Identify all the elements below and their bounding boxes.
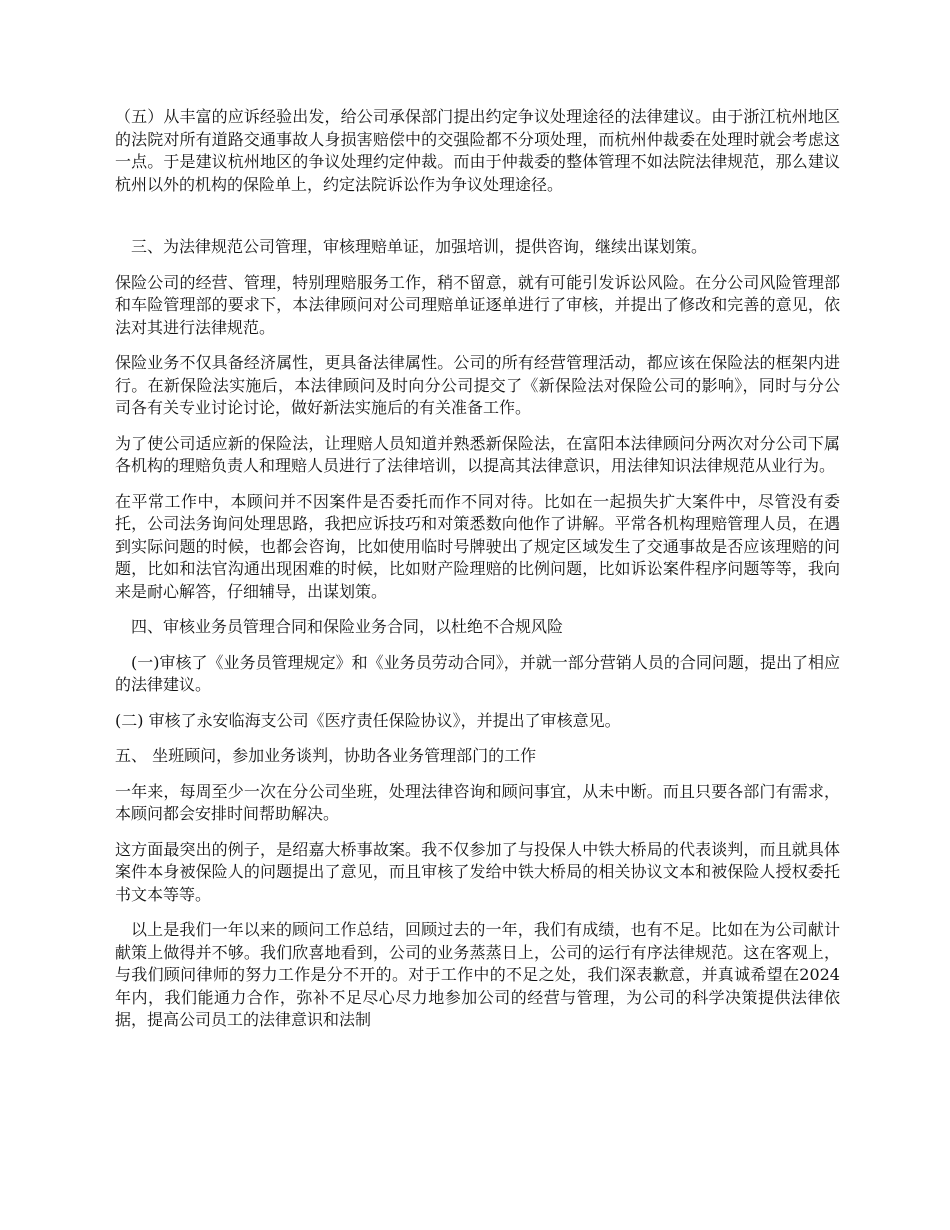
document-page <box>115 106 840 1045</box>
paragraph-dispute-resolution: （五）从丰富的应诉经验出发，给公司承保部门提出约定争议处理途径的法律建议。由于浙江杭州地区的法院对所有道路交通事故人身损害赔偿中的交强险都不分项处理，而杭州仲裁委在处理时就会考虑这一点。于是建议杭州地区的争议处理约定仲裁。而由于仲裁委的整体管理不如法院法律规范，那么建议杭州以外的机构的保险单上，约定法院诉讼作为争议处理途径。 <box>115 107 840 194</box>
section-heading-5: 五、 坐班顾问，参加业务谈判，协助各业务管理部门的工作 <box>115 746 537 765</box>
paragraph-insurance-law: 保险业务不仅具备经济属性，更具备法律属性。公司的所有经营管理活动，都应该在保险法的框架内进行。在新保险法实施后，本法律顾问及时向分公司提交了《新保险法对保险公司的影响》，同时与分公司各有关专业讨论讨论，做好新法实施后的有关准备工作。 <box>115 353 840 417</box>
spacer <box>115 209 840 236</box>
paragraph-training: 为了使公司适应新的保险法，让理赔人员知道并熟悉新保险法，在富阳本法律顾问分两次对分公司下属各机构的理赔负责人和理赔人员进行了法律培训，以提高其法律意识，用法律知识法律规范从业行为。 <box>115 433 840 475</box>
section-heading-3: 三、为法律规范公司管理，审核理赔单证，加强培训，提供咨询，继续出谋划策。 <box>131 237 708 256</box>
paragraph-consulting: 在平常工作中，本顾问并不因案件是否委托而作不同对待。比如在一起损失扩大案件中，尽管没有委托，公司法务询问处理思路，我把应诉技巧和对策悉数向他作了讲解。平常各机构理赔管理人员，在遇到实际问题的时候，也都会咨询，比如使用临时号牌驶出了规定区域发生了交通事故是否应该理赔的问题，比如和法官沟通出现困难的时候，比如财产险理赔的比例问题，比如诉讼案件程序问题等等，我向来是耐心解答，仔细辅导，出谋划策。 <box>115 491 840 601</box>
paragraph-bridge-case: 这方面最突出的例子，是绍嘉大桥事故案。我不仅参加了与投保人中铁大桥局的代表谈判，而且就具体案件本身被保险人的问题提出了意见，而且审核了发给中铁大桥局的相关协议文本和被保险人授权委托书文本等等。 <box>115 839 840 904</box>
paragraph-item-2: (二) 审核了永安临海支公司《医疗责任保险协议》，并提出了审核意见。 <box>115 710 621 730</box>
paragraph-claims-review: 保险公司的经营、管理，特别理赔服务工作，稍不留意，就有可能引发诉讼风险。在分公司风险管理部和车险管理部的要求下，本法律顾问对公司理赔单证逐单进行了审核，并提出了修改和完善的意见，依法对其进行法律规范。 <box>115 272 840 337</box>
paragraph-weekly-duty: 一年来，每周至少一次在分公司坐班，处理法律咨询和顾问事宜，从未中断。而且只要各部门有需求，本顾问都会安排时间帮助解决。 <box>115 781 840 823</box>
paragraph-summary: 以上是我们一年以来的顾问工作总结，回顾过去的一年，我们有成绩，也有不足。比如在为公司献计献策上做得并不够。我们欣喜地看到，公司的业务蒸蒸日上，公司的运行有序法律规范。这在客观上，与我们顾问律师的努力工作是分不开的。对于工作中的不足之处，我们深表歉意，并真诚希望在2024年内，我们能通力合作，弥补不足尽心尽力地参加公司的经营与管理，为公司的科学决策提供法律依据，提高公司员工的法律意识和法制 <box>115 920 840 1029</box>
section-heading-4: 四、审核业务员管理合同和保险业务合同，以杜绝不合规风险 <box>131 617 564 636</box>
paragraph-item-1: (一)审核了《业务员管理规定》和《业务员劳动合同》，并就一部分营销人员的合同问题，提出了相应的法律建议。 <box>115 652 840 694</box>
